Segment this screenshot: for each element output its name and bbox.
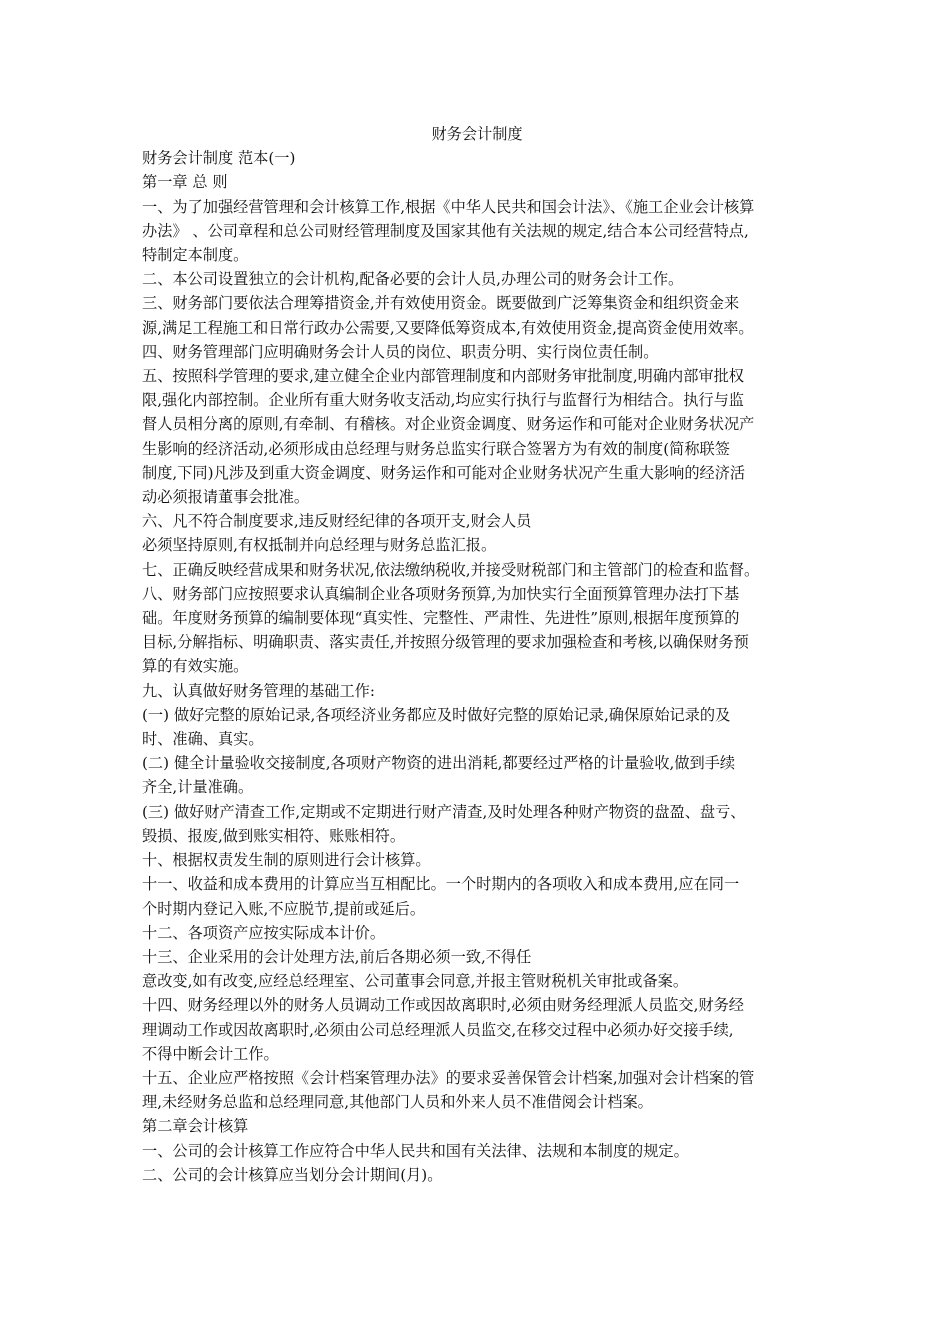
text-line: 制度,下同)凡涉及到重大资金调度、财务运作和可能对企业财务状况产生重大影响的经济活 — [142, 463, 746, 482]
text-line: (三) 做好财产清查工作,定期或不定期进行财产清查,及时处理各种财产物资的盘盈、盘亏、 — [142, 802, 746, 821]
text-line: 第一章 总 则 — [142, 173, 228, 192]
text-line: 十一、收益和成本费用的计算应当互相配比。一个时期内的各项收入和成本费用,应在同一 — [142, 875, 740, 894]
paragraph — [142, 703, 812, 751]
text-line: 生影响的经济活动,必须形成由总经理与财务总监实行联合签署方为有效的制度(简称联签 — [142, 439, 730, 458]
text-line: 财务会计制度 范本(一) — [142, 149, 296, 168]
text-line: 五、按照科学管理的要求,建立健全企业内部管理制度和内部财务审批制度,明确内部审批权 — [142, 367, 744, 386]
text-line: 一、为了加强经营管理和会计核算工作,根据《中华人民共和国会计法》、《施工企业会计核算 — [142, 197, 755, 216]
text-line: 办法》 、公司章程和总公司财经管理制度及国家其他有关法规的规定,结合本公司经营特点, — [142, 221, 749, 240]
text-line: 理,未经财务总监和总经理同意,其他部门人员和外来人员不准借阅会计档案。 — [142, 1093, 653, 1112]
text-line: 八、财务部门应按照要求认真编制企业各项财务预算,为加快实行全面预算管理办法打下基 — [142, 584, 740, 603]
text-line: 理调动工作或因故离职时,必须由公司总经理派人员监交,在移交过程中必须办好交接手续, — [142, 1020, 734, 1039]
document-body — [142, 146, 812, 1187]
paragraph — [142, 969, 812, 993]
text-line: (二) 健全计量验收交接制度,各项财产物资的进出消耗,都要经过严格的计量验收,做到手续 — [142, 754, 736, 773]
text-line: 个时期内登记入账,不应脱节,提前或延后。 — [142, 899, 426, 918]
paragraph — [142, 291, 812, 339]
text-line: 毁损、报废,做到账实相符、账账相符。 — [142, 826, 406, 845]
text-line: 限,强化内部控制。企业所有重大财务收支活动,均应实行执行与监督行为相结合。执行与监 — [142, 391, 744, 410]
text-line: 四、财务管理部门应明确财务会计人员的岗位、职责分明、实行岗位责任制。 — [142, 342, 659, 361]
paragraph — [142, 582, 812, 679]
paragraph — [142, 751, 812, 799]
text-line: 十三、企业采用的会计处理方法,前后各期必须一致,不得任 — [142, 947, 532, 966]
text-line: 必须坚持原则,有权抵制并向总经理与财务总监汇报。 — [142, 536, 497, 555]
paragraph — [142, 364, 812, 509]
paragraph — [142, 800, 812, 848]
paragraph — [142, 848, 812, 872]
paragraph — [142, 195, 812, 268]
paragraph — [142, 1163, 812, 1187]
paragraph — [142, 146, 812, 170]
text-line: 时、准确、真实。 — [142, 730, 264, 749]
paragraph — [142, 170, 812, 194]
text-line: 目标,分解指标、明确职责、落实责任,并按照分级管理的要求加强检查和考核,以确保财务预 — [142, 633, 749, 652]
paragraph — [142, 1066, 812, 1114]
document-title: 财务会计制度 — [431, 125, 523, 143]
paragraph — [142, 993, 812, 1066]
text-line: (一) 做好完整的原始记录,各项经济业务都应及时做好完整的原始记录,确保原始记录的及 — [142, 705, 731, 724]
text-line: 督人员相分离的原则,有牵制、有稽核。对企业资金调度、财务运作和可能对企业财务状况产 — [142, 415, 755, 434]
paragraph — [142, 1114, 812, 1138]
text-line: 不得中断会计工作。 — [142, 1044, 279, 1063]
text-line: 七、正确反映经营成果和财务状况,依法缴纳税收,并接受财税部门和主管部门的检查和监督。 — [142, 560, 760, 579]
text-line: 十二、各项资产应按实际成本计价。 — [142, 923, 385, 942]
document-page — [142, 122, 812, 1187]
text-line: 意改变,如有改变,应经总经理室、公司董事会同意,并报主管财税机关审批或备案。 — [142, 972, 689, 991]
text-line: 十四、财务经理以外的财务人员调动工作或因故离职时,必须由财务经理派人员监交,财务经 — [142, 996, 744, 1015]
paragraph — [142, 340, 812, 364]
paragraph — [142, 267, 812, 291]
paragraph — [142, 558, 812, 582]
paragraph — [142, 509, 812, 533]
paragraph — [142, 533, 812, 557]
paragraph — [142, 945, 812, 969]
text-line: 十五、企业应严格按照《会计档案管理办法》的要求妥善保管会计档案,加强对会计档案的管 — [142, 1068, 755, 1087]
text-line: 特制定本制度。 — [142, 246, 249, 265]
text-line: 动必须报请董事会批准。 — [142, 488, 310, 507]
text-line: 六、凡不符合制度要求,违反财经纪律的各项开支,财会人员 — [142, 512, 532, 531]
text-line: 第二章会计核算 — [142, 1117, 249, 1136]
text-line: 九、认真做好财务管理的基础工作: — [142, 681, 375, 700]
text-line: 算的有效实施。 — [142, 657, 249, 676]
text-line: 础。年度财务预算的编制要体现“真实性、完整性、严肃性、先进性”原则,根据年度预算的 — [142, 609, 740, 628]
paragraph — [142, 679, 812, 703]
text-line: 二、公司的会计核算应当划分会计期间(月)。 — [142, 1165, 443, 1184]
paragraph — [142, 1139, 812, 1163]
text-line: 三、财务部门要依法合理筹措资金,并有效使用资金。既要做到广泛筹集资金和组织资金来 — [142, 294, 740, 313]
text-line: 二、本公司设置独立的会计机构,配备必要的会计人员,办理公司的财务会计工作。 — [142, 270, 684, 289]
paragraph — [142, 872, 812, 920]
text-line: 十、根据权责发生制的原则进行会计核算。 — [142, 851, 431, 870]
text-line: 齐全,计量准确。 — [142, 778, 254, 797]
paragraph — [142, 921, 812, 945]
text-line: 源,满足工程施工和日常行政办公需要,又要降低筹资成本,有效使用资金,提高资金使用效率。 — [142, 318, 754, 337]
text-line: 一、公司的会计核算工作应符合中华人民共和国有关法律、法规和本制度的规定。 — [142, 1141, 689, 1160]
